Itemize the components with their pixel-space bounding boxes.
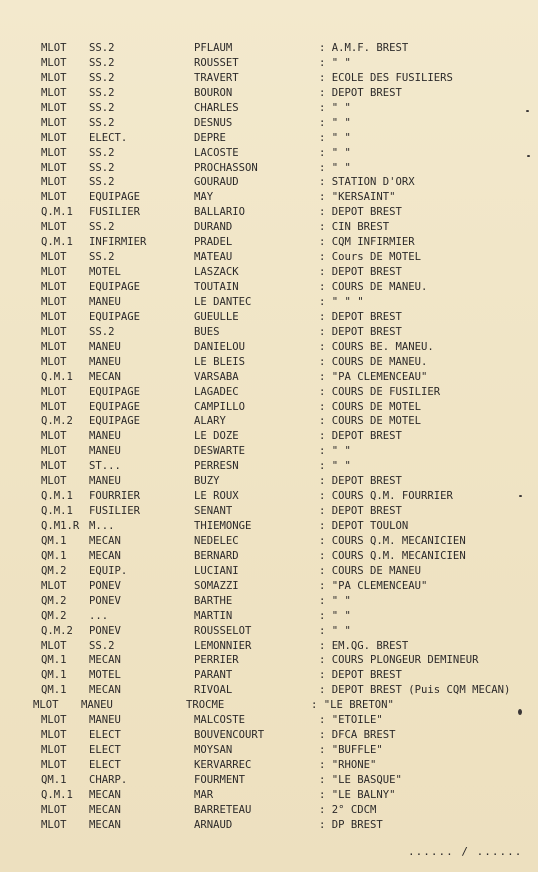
surname-cell: BERNARD [194, 549, 239, 562]
list-row [0, 474, 538, 489]
grade-cell: Q.M.1 [41, 788, 73, 801]
grade-cell: MLOT [41, 101, 67, 114]
specialty-cell: MANEU [89, 355, 121, 368]
specialty-cell: SS.2 [89, 116, 115, 129]
specialty-cell: SS.2 [89, 221, 115, 234]
list-row [0, 728, 538, 743]
grade-cell: QM.2 [41, 564, 67, 577]
assignment-cell: : DFCA BREST [319, 729, 396, 742]
surname-cell: FOURMENT [194, 773, 246, 786]
surname-cell: BARRETEAU [194, 803, 252, 816]
assignment-cell: : " " [319, 624, 351, 637]
surname-cell: PERRESN [194, 460, 239, 473]
assignment-cell: : "KERSAINT" [319, 191, 396, 204]
specialty-cell: SS.2 [89, 639, 115, 652]
page-continuation-mark: ...... / ...... [408, 845, 523, 858]
surname-cell: MATEAU [194, 251, 233, 264]
grade-cell: MLOT [41, 310, 67, 323]
grade-cell: MLOT [41, 579, 67, 592]
list-row [0, 101, 538, 116]
assignment-cell: : COURS DE MANEU. [319, 281, 428, 293]
list-row [0, 519, 538, 534]
list-row [0, 161, 538, 176]
specialty-cell: ... [89, 609, 109, 622]
specialty-cell: MANEU [89, 295, 121, 308]
grade-cell: MLOT [41, 818, 67, 831]
ink-speck [526, 110, 529, 112]
list-row [0, 41, 538, 56]
surname-cell: MALCOSTE [194, 714, 246, 727]
surname-cell: THIEMONGE [194, 520, 252, 532]
assignment-cell: : COURS Q.M. FOURRIER [319, 490, 453, 503]
list-row [0, 86, 538, 101]
assignment-cell: : " " " [319, 295, 364, 308]
specialty-cell: ELECT. [89, 131, 128, 144]
specialty-cell: PONEV [89, 624, 121, 637]
specialty-cell: MECAN [89, 370, 121, 383]
specialty-cell: MANEU [89, 445, 121, 458]
assignment-cell: : "BUFFLE" [319, 744, 383, 757]
grade-cell: QM.1 [41, 773, 67, 786]
grade-cell: MLOT [41, 460, 67, 473]
surname-cell: GUEULLE [194, 310, 239, 323]
grade-cell: Q.M.1 [41, 370, 73, 383]
assignment-cell: : DP BREST [319, 818, 383, 831]
surname-cell: BUZY [194, 475, 220, 488]
grade-cell: MLOT [41, 430, 67, 443]
surname-cell: TRAVERT [194, 71, 239, 84]
ink-speck [518, 709, 522, 715]
surname-cell: LE ROUX [194, 490, 239, 503]
assignment-cell: : CQM INFIRMIER [319, 236, 415, 249]
surname-cell: SENANT [194, 505, 233, 518]
grade-cell: MLOT [41, 56, 67, 69]
list-row [0, 668, 538, 683]
grade-cell: Q.M.1 [41, 490, 73, 503]
assignment-cell: : DEPOT BREST [319, 430, 402, 443]
grade-cell: MLOT [41, 400, 67, 413]
specialty-cell: FOURRIER [89, 490, 141, 503]
grade-cell: Q.M1.R [41, 520, 80, 532]
specialty-cell: INFIRMIER [89, 236, 147, 249]
list-row [0, 370, 538, 385]
surname-cell: BALLARIO [194, 206, 246, 219]
assignment-cell: : COURS DE MOTEL [319, 415, 422, 428]
grade-cell: MLOT [41, 744, 67, 757]
grade-cell: QM.1 [41, 549, 67, 562]
surname-cell: DANIELOU [194, 340, 246, 353]
specialty-cell: EQUIPAGE [89, 415, 141, 428]
assignment-cell: : " " [319, 131, 351, 144]
list-row [0, 534, 538, 549]
surname-cell: TROCME [186, 699, 225, 712]
specialty-cell: MOTEL [89, 266, 121, 279]
list-row [0, 116, 538, 131]
list-row [0, 265, 538, 280]
surname-cell: ROUSSELOT [194, 624, 252, 637]
surname-cell: MOYSAN [194, 744, 233, 757]
assignment-cell: : " " [319, 609, 351, 622]
assignment-cell: : DEPOT BREST [319, 325, 402, 338]
grade-cell: MLOT [41, 191, 67, 204]
ink-speck [527, 155, 530, 157]
specialty-cell: MOTEL [89, 669, 121, 682]
list-row [0, 653, 538, 668]
assignment-cell: : "LE BRETON" [311, 699, 394, 712]
grade-cell: QM.2 [41, 609, 67, 622]
list-row [0, 146, 538, 161]
specialty-cell: M... [89, 520, 115, 532]
specialty-cell: MECAN [89, 549, 121, 562]
surname-cell: LE DANTEC [194, 295, 252, 308]
list-row [0, 609, 538, 624]
assignment-cell: : "PA CLEMENCEAU" [319, 370, 428, 383]
specialty-cell: MECAN [89, 788, 121, 801]
specialty-cell: MECAN [89, 684, 121, 697]
list-row [0, 683, 538, 698]
specialty-cell: EQUIP. [89, 564, 128, 577]
grade-cell: MLOT [41, 340, 67, 353]
list-row [0, 549, 538, 564]
assignment-cell: : DEPOT BREST [319, 475, 402, 488]
list-row [0, 698, 538, 713]
surname-cell: LE BLEIS [194, 355, 246, 368]
grade-cell: MLOT [41, 86, 67, 99]
specialty-cell: SS.2 [89, 325, 115, 338]
surname-cell: BARTHE [194, 594, 233, 607]
surname-cell: GOURAUD [194, 176, 239, 189]
specialty-cell: MANEU [89, 714, 121, 727]
list-row [0, 713, 538, 728]
surname-cell: PFLAUM [194, 42, 233, 54]
grade-cell: MLOT [41, 385, 67, 398]
specialty-cell: MANEU [89, 430, 121, 443]
assignment-cell: : " " [319, 56, 351, 69]
assignment-cell: : DEPOT BREST [319, 505, 402, 518]
assignment-cell: : DEPOT BREST [319, 206, 402, 219]
assignment-cell: : DEPOT TOULON [319, 520, 409, 532]
list-row [0, 205, 538, 220]
list-row [0, 788, 538, 803]
list-row [0, 71, 538, 86]
list-row [0, 459, 538, 474]
personnel-list [0, 41, 538, 833]
assignment-cell: : DEPOT BREST [319, 86, 402, 99]
specialty-cell: EQUIPAGE [89, 281, 141, 293]
specialty-cell: ELECT [89, 759, 121, 771]
list-row [0, 743, 538, 758]
specialty-cell: PONEV [89, 594, 121, 607]
specialty-cell: FUSILIER [89, 505, 141, 518]
assignment-cell: : DEPOT BREST [319, 310, 402, 323]
surname-cell: CAMPILLO [194, 400, 246, 413]
surname-cell: ALARY [194, 415, 226, 428]
grade-cell: MLOT [41, 266, 67, 279]
list-row [0, 220, 538, 235]
surname-cell: LEMONNIER [194, 639, 252, 652]
surname-cell: LACOSTE [194, 146, 239, 159]
specialty-cell: MECAN [89, 803, 121, 816]
surname-cell: CHARLES [194, 101, 239, 114]
specialty-cell: SS.2 [89, 71, 115, 84]
assignment-cell: : COURS DE MANEU [319, 564, 422, 577]
list-row [0, 758, 538, 773]
specialty-cell: MANEU [81, 699, 113, 712]
list-row [0, 385, 538, 400]
assignment-cell: : " " [319, 146, 351, 159]
specialty-cell: PONEV [89, 579, 121, 592]
assignment-cell: : COURS DE MANEU. [319, 355, 428, 368]
assignment-cell: : COURS DE FUSILIER [319, 385, 441, 398]
specialty-cell: SS.2 [89, 101, 115, 114]
surname-cell: RIVOAL [194, 684, 233, 697]
grade-cell: MLOT [41, 146, 67, 159]
specialty-cell: SS.2 [89, 176, 115, 189]
list-row [0, 280, 538, 295]
surname-cell: NEDELEC [194, 534, 239, 547]
list-row [0, 639, 538, 654]
assignment-cell: : CIN BREST [319, 221, 390, 234]
grade-cell: MLOT [41, 281, 67, 293]
surname-cell: ARNAUD [194, 818, 233, 831]
surname-cell: ROUSSET [194, 56, 239, 69]
grade-cell: MLOT [41, 729, 67, 742]
grade-cell: MLOT [41, 639, 67, 652]
assignment-cell: : Cours DE MOTEL [319, 251, 422, 264]
surname-cell: BUES [194, 325, 220, 338]
specialty-cell: MECAN [89, 534, 121, 547]
assignment-cell: : COURS PLONGEUR DEMINEUR [319, 654, 479, 667]
specialty-cell: SS.2 [89, 86, 115, 99]
assignment-cell: : " " [319, 460, 351, 473]
assignment-cell: : "PA CLEMENCEAU" [319, 579, 428, 592]
surname-cell: MAR [194, 788, 214, 801]
grade-cell: QM.2 [41, 594, 67, 607]
specialty-cell: ELECT [89, 744, 121, 757]
surname-cell: BOURON [194, 86, 233, 99]
grade-cell: MLOT [41, 325, 67, 338]
list-row [0, 624, 538, 639]
specialty-cell: SS.2 [89, 251, 115, 264]
list-row [0, 818, 538, 833]
assignment-cell: : " " [319, 101, 351, 114]
specialty-cell: CHARP. [89, 773, 128, 786]
surname-cell: MARTIN [194, 609, 233, 622]
grade-cell: MLOT [41, 116, 67, 129]
surname-cell: LASZACK [194, 266, 239, 279]
surname-cell: PROCHASSON [194, 161, 258, 174]
surname-cell: LUCIANI [194, 564, 239, 577]
list-row [0, 190, 538, 205]
surname-cell: TOUTAIN [194, 281, 239, 293]
grade-cell: MLOT [41, 161, 67, 174]
surname-cell: PARANT [194, 669, 233, 682]
grade-cell: Q.M.2 [41, 624, 73, 637]
grade-cell: MLOT [41, 131, 67, 144]
grade-cell: MLOT [41, 355, 67, 368]
assignment-cell: : " " [319, 594, 351, 607]
specialty-cell: EQUIPAGE [89, 385, 141, 398]
specialty-cell: MECAN [89, 818, 121, 831]
list-row [0, 579, 538, 594]
surname-cell: LE DOZE [194, 430, 239, 443]
specialty-cell: SS.2 [89, 146, 115, 159]
grade-cell: Q.M.1 [41, 236, 73, 249]
list-row [0, 504, 538, 519]
surname-cell: PERRIER [194, 654, 239, 667]
surname-cell: BOUVENCOURT [194, 729, 265, 742]
surname-cell: SOMAZZI [194, 579, 239, 592]
grade-cell: MLOT [41, 251, 67, 264]
grade-cell: MLOT [41, 42, 67, 54]
assignment-cell: : "LE BASQUE" [319, 773, 402, 786]
assignment-cell: : DEPOT BREST [319, 266, 402, 279]
grade-cell: MLOT [41, 445, 67, 458]
assignment-cell: : DEPOT BREST (Puis CQM MECAN) [319, 684, 511, 697]
list-row [0, 310, 538, 325]
list-row [0, 235, 538, 250]
assignment-cell: : COURS BE. MANEU. [319, 340, 434, 353]
surname-cell: DESNUS [194, 116, 233, 129]
grade-cell: MLOT [41, 221, 67, 234]
assignment-cell: : STATION D'ORX [319, 176, 415, 189]
list-row [0, 355, 538, 370]
specialty-cell: EQUIPAGE [89, 310, 141, 323]
grade-cell: Q.M.1 [41, 505, 73, 518]
assignment-cell: : A.M.F. BREST [319, 42, 409, 54]
assignment-cell: : "LE BALNY" [319, 788, 396, 801]
list-row [0, 400, 538, 415]
assignment-cell: : " " [319, 161, 351, 174]
surname-cell: VARSABA [194, 370, 239, 383]
grade-cell: MLOT [41, 295, 67, 308]
specialty-cell: SS.2 [89, 161, 115, 174]
surname-cell: KERVARREC [194, 759, 252, 771]
surname-cell: LAGADEC [194, 385, 239, 398]
list-row [0, 295, 538, 310]
grade-cell: QM.1 [41, 534, 67, 547]
assignment-cell: : DEPOT BREST [319, 669, 402, 682]
list-row [0, 564, 538, 579]
grade-cell: MLOT [41, 71, 67, 84]
list-row [0, 340, 538, 355]
ink-speck [519, 495, 522, 497]
specialty-cell: SS.2 [89, 42, 115, 54]
grade-cell: Q.M.1 [41, 206, 73, 219]
grade-cell: MLOT [41, 759, 67, 771]
assignment-cell: : "RHONE" [319, 759, 377, 771]
grade-cell: MLOT [41, 475, 67, 488]
list-row [0, 414, 538, 429]
grade-cell: MLOT [41, 803, 67, 816]
list-row [0, 56, 538, 71]
specialty-cell: EQUIPAGE [89, 400, 141, 413]
specialty-cell: FUSILIER [89, 206, 141, 219]
list-row [0, 175, 538, 190]
grade-cell: MLOT [33, 699, 59, 712]
list-row [0, 131, 538, 146]
grade-cell: MLOT [41, 714, 67, 727]
grade-cell: QM.1 [41, 654, 67, 667]
assignment-cell: : 2° CDCM [319, 803, 377, 816]
surname-cell: DEPRE [194, 131, 226, 144]
assignment-cell: : " " [319, 445, 351, 458]
assignment-cell: : COURS DE MOTEL [319, 400, 422, 413]
specialty-cell: MECAN [89, 654, 121, 667]
specialty-cell: SS.2 [89, 56, 115, 69]
specialty-cell: ST... [89, 460, 121, 473]
surname-cell: DURAND [194, 221, 233, 234]
list-row [0, 773, 538, 788]
assignment-cell: : COURS Q.M. MECANICIEN [319, 534, 466, 547]
assignment-cell: : ECOLE DES FUSILIERS [319, 71, 453, 84]
surname-cell: PRADEL [194, 236, 233, 249]
list-row [0, 489, 538, 504]
grade-cell: QM.1 [41, 684, 67, 697]
list-row [0, 429, 538, 444]
surname-cell: DESWARTE [194, 445, 246, 458]
list-row [0, 444, 538, 459]
grade-cell: Q.M.2 [41, 415, 73, 428]
list-row [0, 803, 538, 818]
grade-cell: MLOT [41, 176, 67, 189]
assignment-cell: : " " [319, 116, 351, 129]
list-row [0, 250, 538, 265]
list-row [0, 594, 538, 609]
specialty-cell: EQUIPAGE [89, 191, 141, 204]
assignment-cell: : "ETOILE" [319, 714, 383, 727]
specialty-cell: MANEU [89, 475, 121, 488]
specialty-cell: ELECT [89, 729, 121, 742]
assignment-cell: : COURS Q.M. MECANICIEN [319, 549, 466, 562]
assignment-cell: : EM.QG. BREST [319, 639, 409, 652]
grade-cell: QM.1 [41, 669, 67, 682]
specialty-cell: MANEU [89, 340, 121, 353]
surname-cell: MAY [194, 191, 214, 204]
list-row [0, 325, 538, 340]
